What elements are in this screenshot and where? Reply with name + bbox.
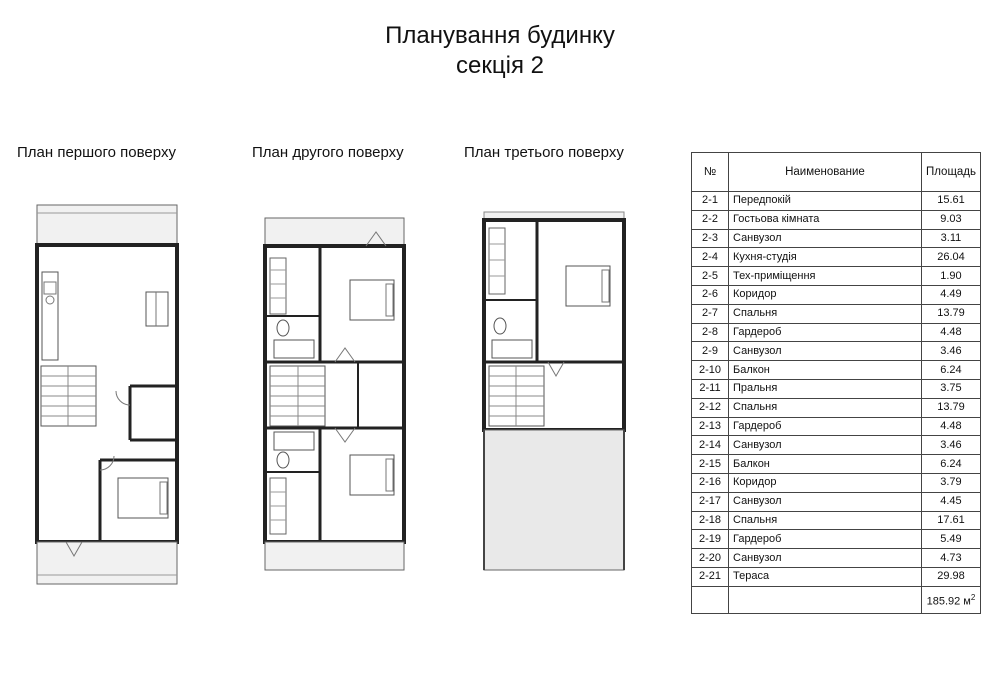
third-floor-plan-label: План третього поверху	[464, 144, 624, 161]
table-row	[692, 379, 981, 398]
table-row	[692, 323, 981, 342]
room-number: 2-14	[692, 436, 729, 455]
room-area: 3.46	[921, 436, 980, 455]
room-name: Спальня	[729, 304, 922, 323]
room-name: Пральня	[729, 379, 922, 398]
page-title-line-2: секція 2	[456, 52, 544, 79]
room-name: Спальня	[729, 511, 922, 530]
room-area: 15.61	[921, 192, 980, 211]
total-empty-cell-2	[729, 586, 922, 613]
room-area: 4.45	[921, 492, 980, 511]
table-row	[692, 342, 981, 361]
room-name: Гостьова кімната	[729, 210, 922, 229]
room-number: 2-18	[692, 511, 729, 530]
page-title-line-1: Планування будинку	[385, 22, 615, 49]
room-name: Балкон	[729, 455, 922, 474]
room-number: 2-3	[692, 229, 729, 248]
room-area: 6.24	[921, 455, 980, 474]
room-number: 2-13	[692, 417, 729, 436]
table-row	[692, 267, 981, 286]
table-row	[692, 492, 981, 511]
room-area-table	[691, 152, 981, 614]
room-number: 2-7	[692, 304, 729, 323]
room-number: 2-19	[692, 530, 729, 549]
table-row	[692, 361, 981, 380]
room-name: Санвузол	[729, 342, 922, 361]
room-name: Коридор	[729, 285, 922, 304]
room-name: Санвузол	[729, 492, 922, 511]
table-row	[692, 567, 981, 586]
room-area: 5.49	[921, 530, 980, 549]
room-area: 17.61	[921, 511, 980, 530]
room-number: 2-15	[692, 455, 729, 474]
room-number: 2-1	[692, 192, 729, 211]
room-name: Коридор	[729, 473, 922, 492]
room-area: 6.24	[921, 361, 980, 380]
room-area: 26.04	[921, 248, 980, 267]
table-row	[692, 417, 981, 436]
room-area: 13.79	[921, 304, 980, 323]
first-floor-plan-label: План першого поверху	[17, 144, 176, 161]
room-number: 2-16	[692, 473, 729, 492]
room-area: 3.79	[921, 473, 980, 492]
room-number: 2-21	[692, 567, 729, 586]
col-number-header: №	[692, 153, 729, 192]
room-name: Кухня-студія	[729, 248, 922, 267]
room-name: Гардероб	[729, 417, 922, 436]
room-area: 29.98	[921, 567, 980, 586]
room-number: 2-10	[692, 361, 729, 380]
room-area: 3.11	[921, 229, 980, 248]
second-floor-plan	[265, 218, 404, 570]
table-header-row	[692, 153, 981, 192]
room-name: Санвузол	[729, 229, 922, 248]
room-number: 2-17	[692, 492, 729, 511]
table-row	[692, 229, 981, 248]
room-number: 2-12	[692, 398, 729, 417]
room-area: 9.03	[921, 210, 980, 229]
table-row	[692, 455, 981, 474]
room-name: Гардероб	[729, 530, 922, 549]
table-row	[692, 248, 981, 267]
room-name: Санвузол	[729, 549, 922, 568]
table-row	[692, 473, 981, 492]
room-number: 2-9	[692, 342, 729, 361]
room-area: 4.49	[921, 285, 980, 304]
total-area-unit-sup: 2	[970, 592, 976, 602]
col-name-header: Наименование	[729, 153, 922, 192]
room-name: Передпокій	[729, 192, 922, 211]
room-name: Тераса	[729, 567, 922, 586]
room-number: 2-20	[692, 549, 729, 568]
total-area	[921, 586, 980, 613]
room-area: 4.48	[921, 417, 980, 436]
room-number: 2-5	[692, 267, 729, 286]
room-area: 1.90	[921, 267, 980, 286]
room-name: Гардероб	[729, 323, 922, 342]
room-name: Санвузол	[729, 436, 922, 455]
room-number: 2-11	[692, 379, 729, 398]
third-floor-plan	[484, 212, 624, 570]
room-area: 13.79	[921, 398, 980, 417]
table-row	[692, 398, 981, 417]
first-floor-plan	[37, 205, 177, 584]
room-name: Спальня	[729, 398, 922, 417]
room-number: 2-6	[692, 285, 729, 304]
total-area-value: 185.92 м	[926, 595, 971, 608]
table-row	[692, 511, 981, 530]
table-row	[692, 436, 981, 455]
table-row	[692, 285, 981, 304]
table-row	[692, 549, 981, 568]
room-area: 3.75	[921, 379, 980, 398]
room-number: 2-8	[692, 323, 729, 342]
table-row	[692, 530, 981, 549]
table-row	[692, 210, 981, 229]
table-row	[692, 192, 981, 211]
room-area: 4.73	[921, 549, 980, 568]
total-empty-cell-1	[692, 586, 729, 613]
room-number: 2-2	[692, 210, 729, 229]
room-name: Балкон	[729, 361, 922, 380]
room-number: 2-4	[692, 248, 729, 267]
table-row	[692, 304, 981, 323]
room-area: 4.48	[921, 323, 980, 342]
room-area: 3.46	[921, 342, 980, 361]
second-floor-plan-label: План другого поверху	[252, 144, 404, 161]
room-name: Тех-приміщення	[729, 267, 922, 286]
col-area-header: Площадь	[921, 153, 980, 192]
table-total-row	[692, 586, 981, 613]
